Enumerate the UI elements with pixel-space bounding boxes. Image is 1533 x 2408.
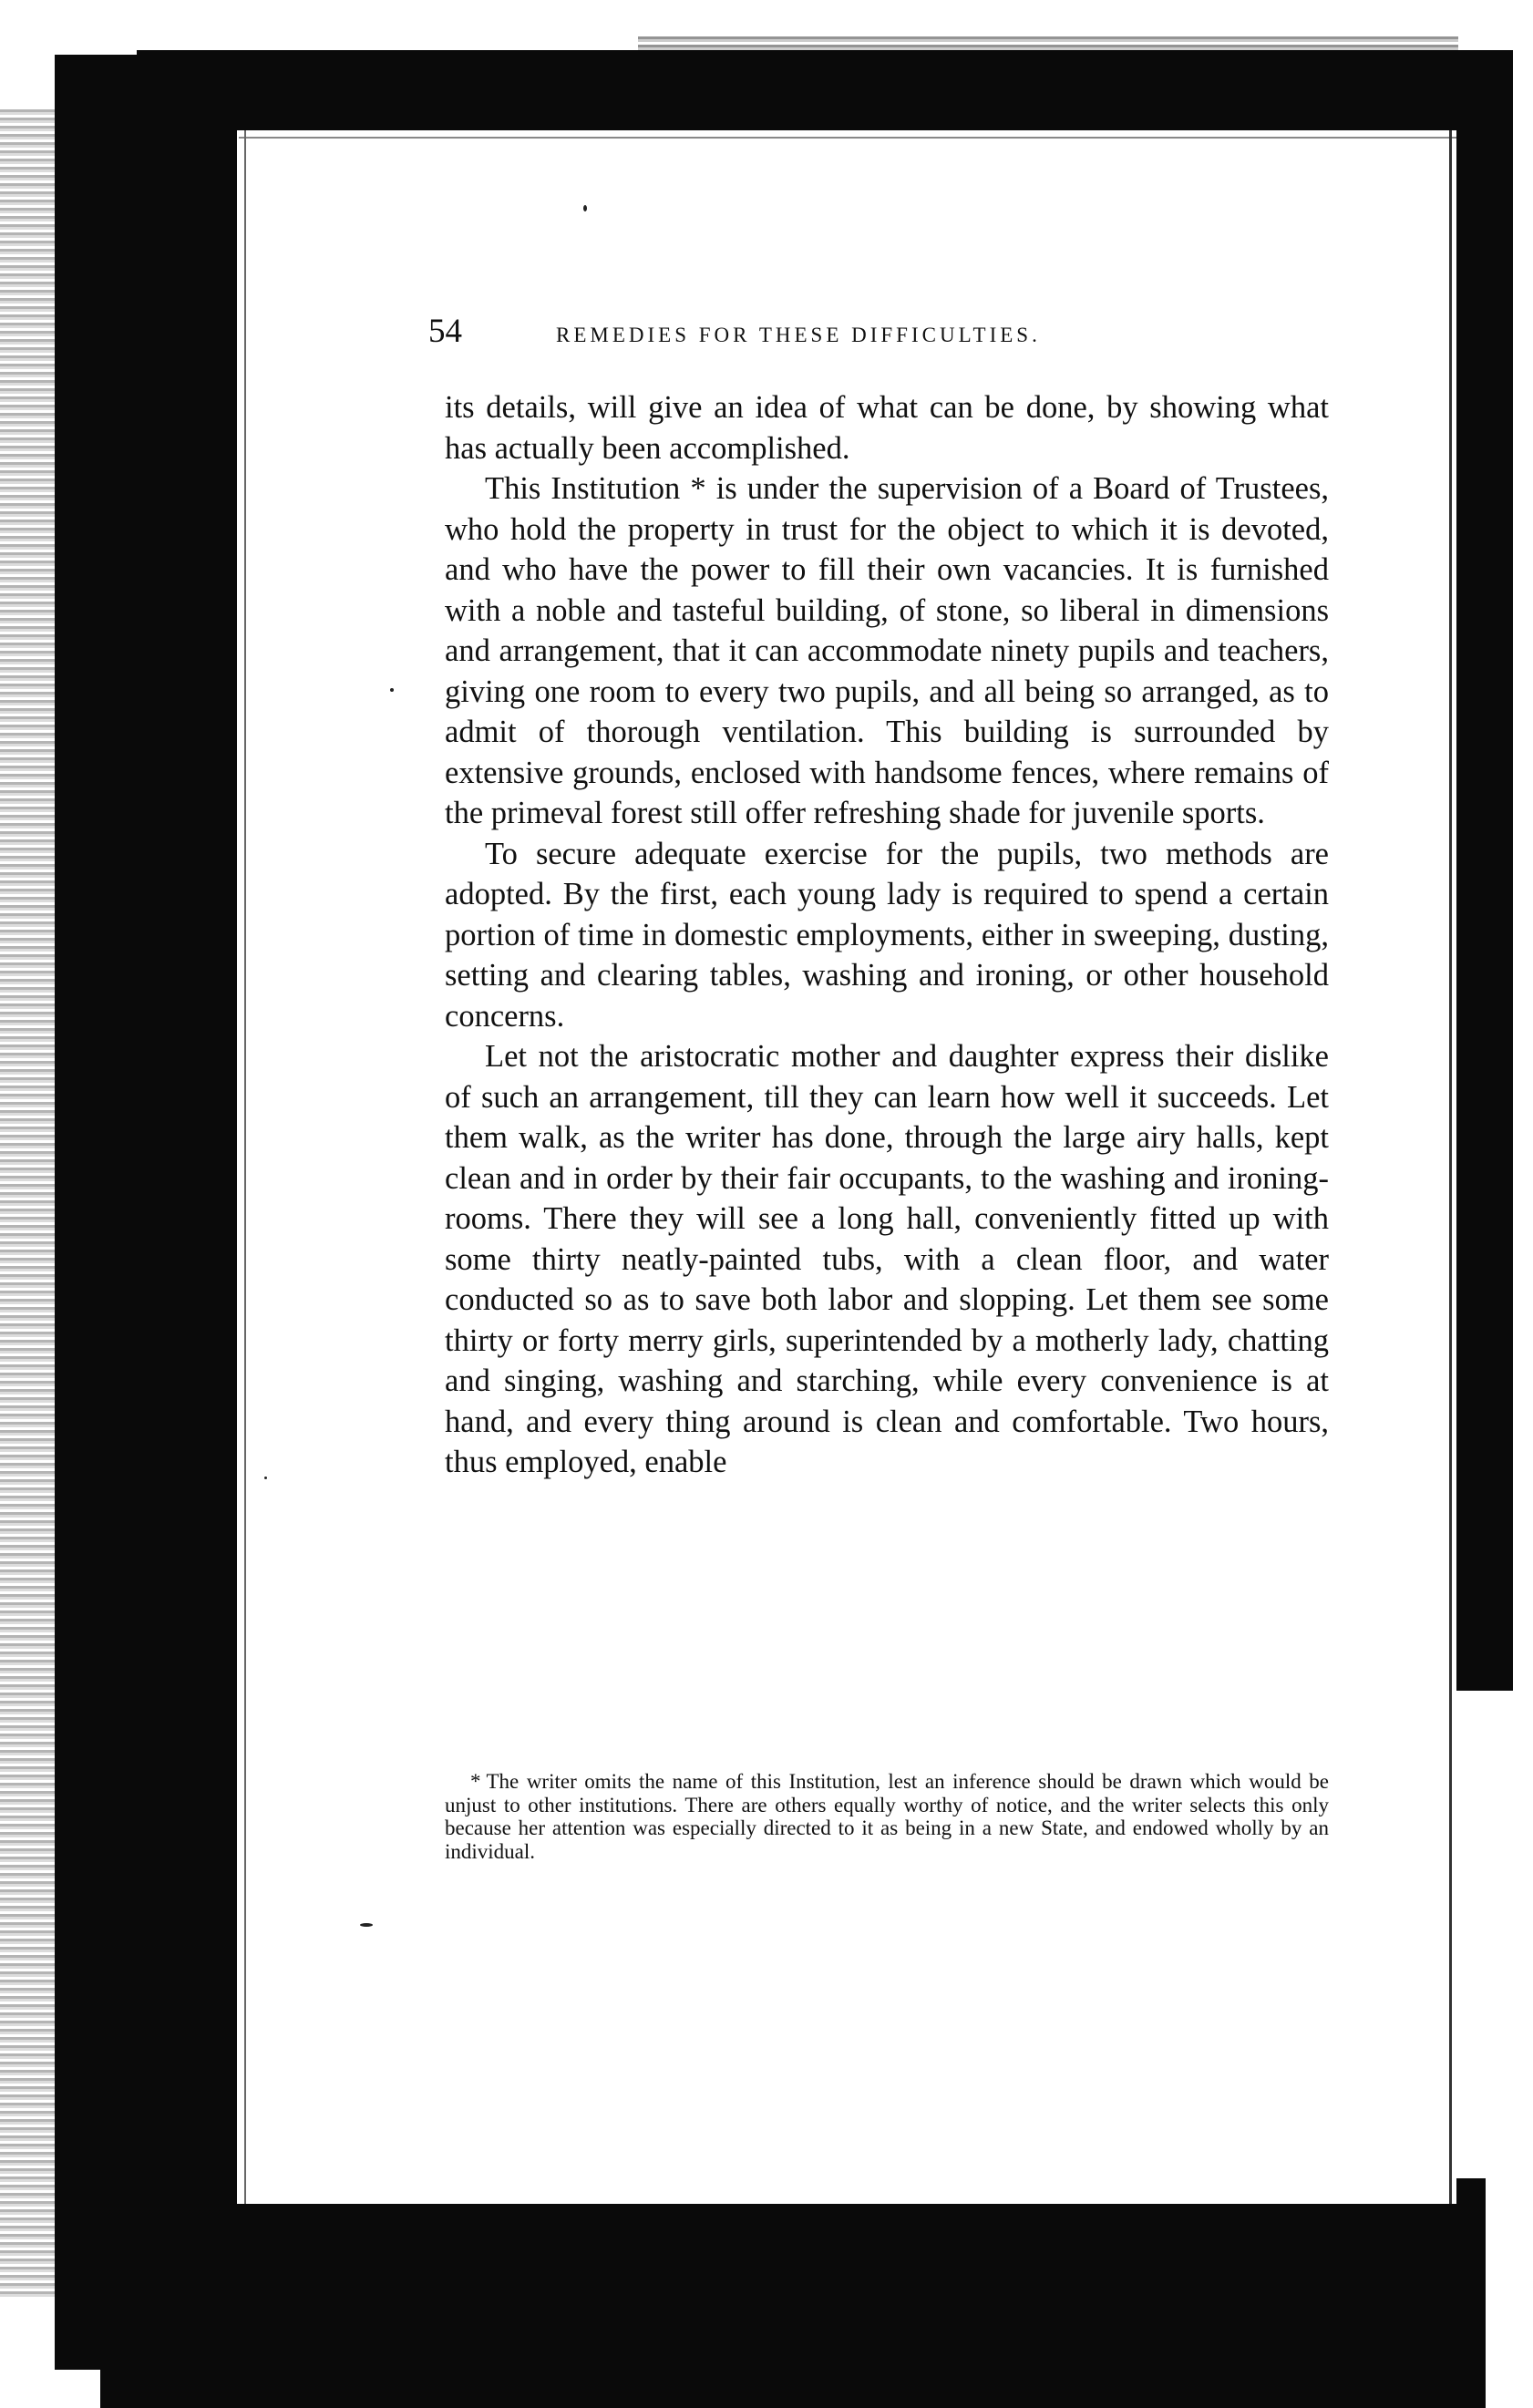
page-edge-right — [1449, 130, 1452, 2204]
footnote-paragraph — [445, 1770, 1329, 1863]
paragraph: its details, will give an idea of what can be done, by showing what has actually been accomplished. — [445, 390, 1329, 466]
paragraph: This Institution * is under the supervision of a Board of Trustees, who hold the property in trust for the object to which it is devoted, and who have the power to fill their own vacancies. It is furnished with a noble and tasteful building, of stone, so liberal in dimensions and arrangement, that it can accommodate ninety pupils and teachers, giving one room to every two pupils, and all being so arranged, as to admit of thorough ventilation. This building is surrounded by extensive grounds, enclosed with handsome fences, where remains of the primeval forest still offer refreshing shade for juvenile sports. — [445, 471, 1329, 830]
body-text — [445, 387, 1329, 1483]
footnote-text: The writer omits the name of this Institution, lest an inference should be drawn which would be unjust to other institutions. There are others equally worthy of notice, and the writer selects this only because her attention was especially directed to it as being in a new State, and endowed wholly by an individual. — [445, 1770, 1329, 1863]
page-edge-left — [244, 130, 246, 2204]
scanner-border-top — [137, 50, 1513, 130]
scanner-border-corner — [1422, 2178, 1486, 2408]
scan-noise-left — [0, 109, 55, 2297]
dust-speck — [390, 688, 394, 692]
scanner-border-bottom — [100, 2204, 1449, 2408]
paragraph: Let not the aristocratic mother and daughter express their dislike of such an arrangement, till they can learn how well it succeeds. Let them walk, as the writer has done, through the large airy halls, kept clean and in order by their fair occupants, to the washing and ironing-rooms. There they will see a long hall, conveniently fitted up with some thirty neatly-painted tubs, with a clean floor, and water conducted so as to save both labor and slopping. Let them see some thirty or forty merry girls, superintended by a motherly lady, chatting and singing, washing and starching, while every convenience is at hand, and every thing around is clean and comfortable. Two hours, thus employed, enable — [445, 1039, 1329, 1479]
scanner-border-left — [55, 55, 237, 2370]
page-edge-top — [239, 137, 1456, 139]
footnote — [445, 1770, 1329, 1863]
paragraph: To secure adequate exercise for the pupils, two methods are adopted. By the first, each young lady is required to spend a certain portion of time in domestic employments, either in sweeping, dusting, setting and clearing tables, washing and ironing, or other household concerns. — [445, 836, 1329, 1034]
dust-speck — [360, 1923, 373, 1927]
dust-speck — [264, 1477, 267, 1479]
running-head-title: REMEDIES FOR THESE DIFFICULTIES. — [556, 324, 1041, 346]
scanner-border-right — [1456, 50, 1513, 1691]
page-number: 54 — [428, 313, 462, 350]
running-head — [428, 310, 1322, 355]
footnote-mark: * — [470, 1770, 481, 1793]
dust-speck — [583, 205, 587, 211]
